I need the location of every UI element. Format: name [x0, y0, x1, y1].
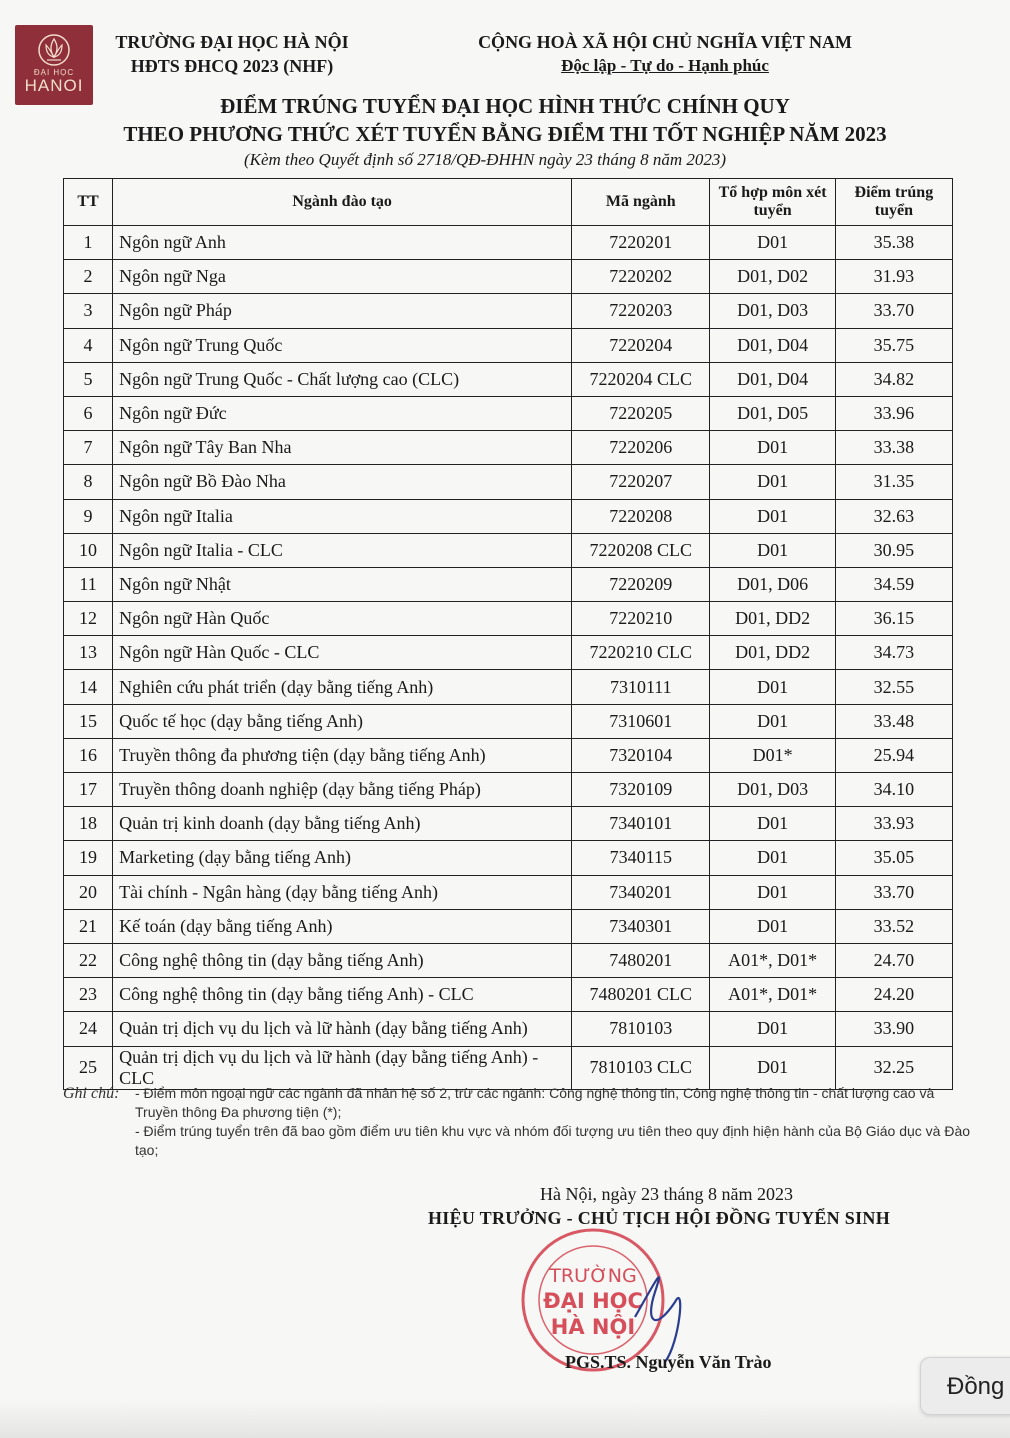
table-row — [64, 807, 953, 841]
cell-code: 7220210 CLC — [572, 636, 710, 670]
table-row — [64, 636, 953, 670]
cell-subject-group: D01, DD2 — [710, 636, 835, 670]
logo-big-text: HANOI — [24, 76, 84, 95]
table-row — [64, 431, 953, 465]
cell-subject-group: D01 — [710, 1012, 835, 1046]
cell-code: 7810103 CLC — [572, 1046, 710, 1089]
cell-subject-group: D01 — [710, 499, 835, 533]
cell-score: 25.94 — [835, 738, 952, 772]
signer-name: PGS.TS. Nguyễn Văn Trào — [565, 1352, 772, 1372]
motto: Độc lập - Tự do - Hạnh phúc — [561, 56, 769, 75]
cell-major: Truyền thông doanh nghiệp (dạy bằng tiếng Pháp) — [113, 773, 572, 807]
cell-major: Ngôn ngữ Pháp — [113, 294, 572, 328]
cell-major: Ngôn ngữ Nga — [113, 260, 572, 294]
cell-subject-group: D01 — [710, 533, 835, 567]
cell-major: Tài chính - Ngân hàng (dạy bằng tiếng Anh) — [113, 875, 572, 909]
cell-tt: 6 — [64, 396, 113, 430]
cell-code: 7340201 — [572, 875, 710, 909]
document-title-line2: THEO PHƯƠNG THỨC XÉT TUYỂN BẰNG ĐIỂM THI TỐT NGHIỆP NĂM 2023 — [123, 122, 887, 146]
cell-score: 32.55 — [835, 670, 952, 704]
cell-code: 7220203 — [572, 294, 710, 328]
cell-score: 34.10 — [835, 773, 952, 807]
table-row — [64, 567, 953, 601]
document-subtitle: (Kèm theo Quyết định số 2718/QĐ-ĐHHN ngày 23 tháng 8 năm 2023) — [243, 150, 727, 169]
table-row — [64, 533, 953, 567]
cell-subject-group: D01* — [710, 738, 835, 772]
notes-block — [63, 1084, 973, 1160]
cell-major: Ngôn ngữ Italia - CLC — [113, 533, 572, 567]
cell-tt: 12 — [64, 602, 113, 636]
cell-score: 35.38 — [835, 226, 952, 260]
cell-code: 7220204 CLC — [572, 362, 710, 396]
cell-subject-group: D01 — [710, 465, 835, 499]
cell-major: Ngôn ngữ Hàn Quốc — [113, 602, 572, 636]
header-major: Ngành đào tạo — [113, 179, 572, 226]
cell-code: 7320109 — [572, 773, 710, 807]
cell-score: 33.48 — [835, 704, 952, 738]
cell-subject-group: A01*, D01* — [710, 978, 835, 1012]
cell-code: 7810103 — [572, 1012, 710, 1046]
table-body — [64, 226, 953, 1090]
cell-code: 7220206 — [572, 431, 710, 465]
cell-subject-group: D01 — [710, 909, 835, 943]
cell-score: 24.20 — [835, 978, 952, 1012]
table-row — [64, 909, 953, 943]
cell-major: Ngôn ngữ Bồ Đào Nha — [113, 465, 572, 499]
cell-score: 33.70 — [835, 294, 952, 328]
table-row — [64, 841, 953, 875]
cell-major: Quản trị kinh doanh (dạy bằng tiếng Anh) — [113, 807, 572, 841]
cell-subject-group: D01 — [710, 841, 835, 875]
cell-score: 34.73 — [835, 636, 952, 670]
header-code: Mã ngành — [572, 179, 710, 226]
cell-code: 7310601 — [572, 704, 710, 738]
cell-score: 36.15 — [835, 602, 952, 636]
cell-tt: 9 — [64, 499, 113, 533]
cell-major: Ngôn ngữ Tây Ban Nha — [113, 431, 572, 465]
signer-title: HIỆU TRƯỞNG - CHỦ TỊCH HỘI ĐỒNG TUYỂN SINH — [428, 1208, 891, 1228]
cell-subject-group: D01, D03 — [710, 294, 835, 328]
table-row — [64, 1046, 953, 1089]
cell-subject-group: D01, D06 — [710, 567, 835, 601]
cell-tt: 13 — [64, 636, 113, 670]
table-row — [64, 670, 953, 704]
cell-code: 7340301 — [572, 909, 710, 943]
toast-label: Đồng — [947, 1373, 1005, 1400]
cell-subject-group: D01 — [710, 1046, 835, 1089]
cell-major: Ngôn ngữ Trung Quốc — [113, 328, 572, 362]
cell-score: 33.52 — [835, 909, 952, 943]
table-row — [64, 875, 953, 909]
cell-tt: 10 — [64, 533, 113, 567]
table-row — [64, 328, 953, 362]
svg-text:HÀ NỘI: HÀ NỘI — [550, 1315, 636, 1339]
cell-major: Quản trị dịch vụ du lịch và lữ hành (dạy bằng tiếng Anh) — [113, 1012, 572, 1046]
cell-score: 35.75 — [835, 328, 952, 362]
issuer-block — [96, 30, 368, 78]
cell-major: Nghiên cứu phát triển (dạy bằng tiếng Anh) — [113, 670, 572, 704]
cell-score: 31.93 — [835, 260, 952, 294]
cell-code: 7220208 CLC — [572, 533, 710, 567]
cell-tt: 2 — [64, 260, 113, 294]
notes-label: Ghi chú: — [63, 1085, 120, 1102]
cell-major: Ngôn ngữ Anh — [113, 226, 572, 260]
table-row — [64, 294, 953, 328]
cell-major: Marketing (dạy bằng tiếng Anh) — [113, 841, 572, 875]
cell-subject-group: D01 — [710, 226, 835, 260]
table-header-row — [64, 179, 953, 226]
cell-score: 31.35 — [835, 465, 952, 499]
cell-score: 32.63 — [835, 499, 952, 533]
cell-major: Quản trị dịch vụ du lịch và lữ hành (dạy bằng tiếng Anh) - CLC — [113, 1046, 572, 1089]
cell-code: 7220208 — [572, 499, 710, 533]
note-item: - Điểm môn ngoại ngữ các ngành đã nhân hệ số 2, trừ các ngành: Công nghệ thông tin, Công nghệ thông tin - chất lượng cao và Truyền thông Đa phương tiện (*); — [135, 1085, 935, 1120]
cell-code: 7220205 — [572, 396, 710, 430]
cell-tt: 19 — [64, 841, 113, 875]
table-row — [64, 260, 953, 294]
cell-major: Ngôn ngữ Đức — [113, 396, 572, 430]
cell-tt: 14 — [64, 670, 113, 704]
cell-score: 34.82 — [835, 362, 952, 396]
signing-date: Hà Nội, ngày 23 tháng 8 năm 2023 — [540, 1184, 793, 1204]
cell-tt: 4 — [64, 328, 113, 362]
cell-subject-group: D01, D04 — [710, 328, 835, 362]
cell-subject-group: D01, DD2 — [710, 602, 835, 636]
cell-tt: 5 — [64, 362, 113, 396]
cell-subject-group: D01 — [710, 704, 835, 738]
university-name: TRƯỜNG ĐẠI HỌC HÀ NỘI — [115, 32, 349, 52]
cell-tt: 15 — [64, 704, 113, 738]
header-subject-group: Tổ hợp môn xét tuyển — [710, 179, 835, 226]
header-tt: TT — [64, 179, 113, 226]
table-row — [64, 738, 953, 772]
cell-score: 30.95 — [835, 533, 952, 567]
note-item: - Điểm trúng tuyển trên đã bao gồm điểm ưu tiên khu vực và nhóm đối tượng ưu tiên theo quy định hiện hành của Bộ Giáo dục và Đào tạo; — [135, 1123, 971, 1158]
table-row — [64, 773, 953, 807]
cell-code: 7310111 — [572, 670, 710, 704]
table-row — [64, 704, 953, 738]
cell-score: 33.90 — [835, 1012, 952, 1046]
cell-code: 7220204 — [572, 328, 710, 362]
cell-tt: 17 — [64, 773, 113, 807]
cell-code: 7340101 — [572, 807, 710, 841]
cell-major: Ngôn ngữ Nhật — [113, 567, 572, 601]
logo-small-text: ĐẠI HỌC — [33, 68, 75, 77]
cell-tt: 8 — [64, 465, 113, 499]
cell-subject-group: A01*, D01* — [710, 943, 835, 977]
cell-score: 33.38 — [835, 431, 952, 465]
toast-popup[interactable] — [920, 1357, 1010, 1415]
cell-major: Truyền thông đa phương tiện (dạy bằng tiếng Anh) — [113, 738, 572, 772]
cell-subject-group: D01, D05 — [710, 396, 835, 430]
cell-tt: 7 — [64, 431, 113, 465]
cell-subject-group: D01 — [710, 807, 835, 841]
cell-score: 33.96 — [835, 396, 952, 430]
cell-tt: 24 — [64, 1012, 113, 1046]
cell-score: 35.05 — [835, 841, 952, 875]
cell-code: 7220207 — [572, 465, 710, 499]
cell-code: 7220202 — [572, 260, 710, 294]
cell-major: Quốc tế học (dạy bằng tiếng Anh) — [113, 704, 572, 738]
cell-subject-group: D01, D04 — [710, 362, 835, 396]
document-title: ĐIỂM TRÚNG TUYỂN ĐẠI HỌC HÌNH THỨC CHÍNH QUY — [220, 94, 790, 118]
cell-tt: 23 — [64, 978, 113, 1012]
cell-score: 34.59 — [835, 567, 952, 601]
cell-tt: 25 — [64, 1046, 113, 1089]
svg-text:ĐẠI HỌC: ĐẠI HỌC — [543, 1289, 643, 1313]
cell-code: 7320104 — [572, 738, 710, 772]
cell-tt: 18 — [64, 807, 113, 841]
cell-score: 24.70 — [835, 943, 952, 977]
table-row — [64, 1012, 953, 1046]
table-row — [64, 465, 953, 499]
cell-tt: 16 — [64, 738, 113, 772]
cell-code: 7220209 — [572, 567, 710, 601]
cell-score: 33.93 — [835, 807, 952, 841]
cell-major: Kế toán (dạy bằng tiếng Anh) — [113, 909, 572, 943]
table-row — [64, 396, 953, 430]
cell-major: Ngôn ngữ Trung Quốc - Chất lượng cao (CLC) — [113, 362, 572, 396]
lotus-emblem-icon — [37, 33, 71, 67]
cell-major: Ngôn ngữ Italia — [113, 499, 572, 533]
cell-code: 7220210 — [572, 602, 710, 636]
cell-code: 7220201 — [572, 226, 710, 260]
cell-score: 32.25 — [835, 1046, 952, 1089]
table-row — [64, 362, 953, 396]
svg-text:TRƯỜNG: TRƯỜNG — [549, 1265, 637, 1287]
cell-subject-group: D01, D03 — [710, 773, 835, 807]
cell-tt: 20 — [64, 875, 113, 909]
viewer-bottom-edge — [0, 1400, 1010, 1438]
cell-major: Công nghệ thông tin (dạy bằng tiếng Anh) - CLC — [113, 978, 572, 1012]
cell-subject-group: D01 — [710, 431, 835, 465]
cell-major: Ngôn ngữ Hàn Quốc - CLC — [113, 636, 572, 670]
table-row — [64, 226, 953, 260]
cell-subject-group: D01 — [710, 875, 835, 909]
cell-code: 7480201 — [572, 943, 710, 977]
table-row — [64, 943, 953, 977]
admission-score-table — [63, 178, 953, 1090]
country-name: CỘNG HOÀ XÃ HỘI CHỦ NGHĨA VIỆT NAM — [478, 32, 852, 52]
cell-tt: 11 — [64, 567, 113, 601]
cell-score: 33.70 — [835, 875, 952, 909]
cell-subject-group: D01 — [710, 670, 835, 704]
table-row — [64, 978, 953, 1012]
cell-subject-group: D01, D02 — [710, 260, 835, 294]
table-row — [64, 499, 953, 533]
cell-major: Công nghệ thông tin (dạy bằng tiếng Anh) — [113, 943, 572, 977]
header-score: Điểm trúng tuyển — [835, 179, 952, 226]
cell-code: 7480201 CLC — [572, 978, 710, 1012]
cell-tt: 3 — [64, 294, 113, 328]
table-row — [64, 602, 953, 636]
cell-code: 7340115 — [572, 841, 710, 875]
cell-tt: 21 — [64, 909, 113, 943]
cell-tt: 22 — [64, 943, 113, 977]
national-motto-block — [440, 30, 890, 78]
cell-tt: 1 — [64, 226, 113, 260]
committee-code: HĐTS ĐHCQ 2023 (NHF) — [130, 56, 334, 76]
